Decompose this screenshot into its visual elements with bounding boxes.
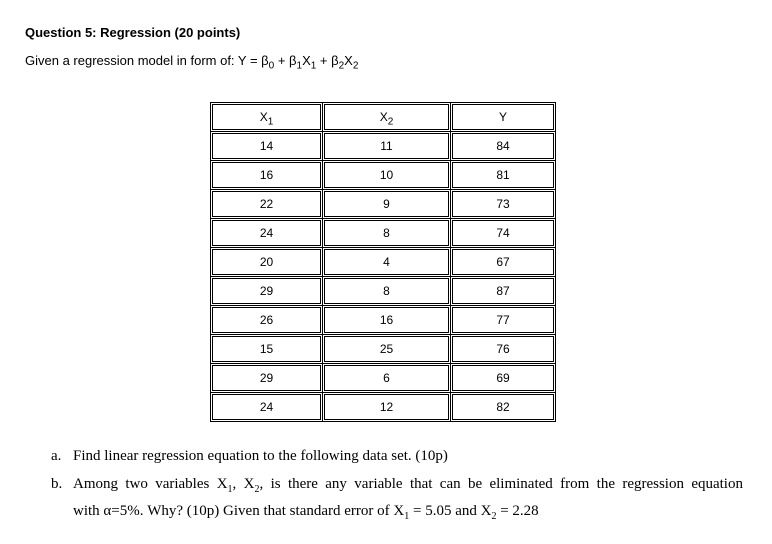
table-cell: 16 [211,161,323,190]
table-row [211,364,556,393]
table-row [211,132,556,161]
question-a [51,448,448,465]
regression-model: Given a regression model in form of: $Y = \beta_0 + \beta_1X_1 + \beta_2X_2$ [25,53,359,72]
table-cell: 8 [323,277,451,306]
table-cell: 15 [211,335,323,364]
table-cell: 22 [211,190,323,219]
question-b [51,476,743,495]
table-cell: 74 [451,219,556,248]
table-header-cell: $X_2$ [323,103,451,132]
table-row [211,219,556,248]
table-cell: 4 [323,248,451,277]
table-row [211,277,556,306]
table-cell: 77 [451,306,556,335]
table-cell: 84 [451,132,556,161]
table-cell: 24 [211,219,323,248]
question-b-line1: Among two variables $X_1$, $X_2$, is there any variable that can be eliminated from the regression equation [73,476,743,495]
table-cell: 12 [323,393,451,422]
table-row [211,393,556,422]
question-b-line2: with α=5%. Why? (10p) Given that standard error of $X_1 = 5.05$ and $X_2 = 2.28$ [73,503,539,522]
table-cell: 20 [211,248,323,277]
question-title: Question 5: Regression (20 points) [25,25,241,40]
table-cell: 26 [211,306,323,335]
table-cell: 14 [211,132,323,161]
table-row [211,248,556,277]
table-cell: 24 [211,393,323,422]
model-prefix: Given a regression model in form of: Y = β [25,53,269,68]
data-table [210,102,556,422]
table-cell: 82 [451,393,556,422]
table-cell: 10 [323,161,451,190]
table-header-cell: Y [451,103,556,132]
question-a-text: Find linear regression equation to the following data set. (10p) [73,448,448,464]
table-cell: 25 [323,335,451,364]
table-cell: 87 [451,277,556,306]
table-cell: 6 [323,364,451,393]
table-cell: 8 [323,219,451,248]
table-cell: 29 [211,364,323,393]
table-row [211,190,556,219]
table-row [211,335,556,364]
table-cell: 11 [323,132,451,161]
table-row [211,306,556,335]
table-cell: 67 [451,248,556,277]
question-b-label: b. [51,476,63,492]
question-a-label: a. [51,448,62,464]
table-cell: 16 [323,306,451,335]
table-cell: 81 [451,161,556,190]
table-cell: 69 [451,364,556,393]
table-cell: 9 [323,190,451,219]
table-cell: 76 [451,335,556,364]
table-cell: 73 [451,190,556,219]
table-cell: 29 [211,277,323,306]
table-header-cell: $X_1$ [211,103,323,132]
table-row [211,161,556,190]
table-header-row [211,103,556,132]
